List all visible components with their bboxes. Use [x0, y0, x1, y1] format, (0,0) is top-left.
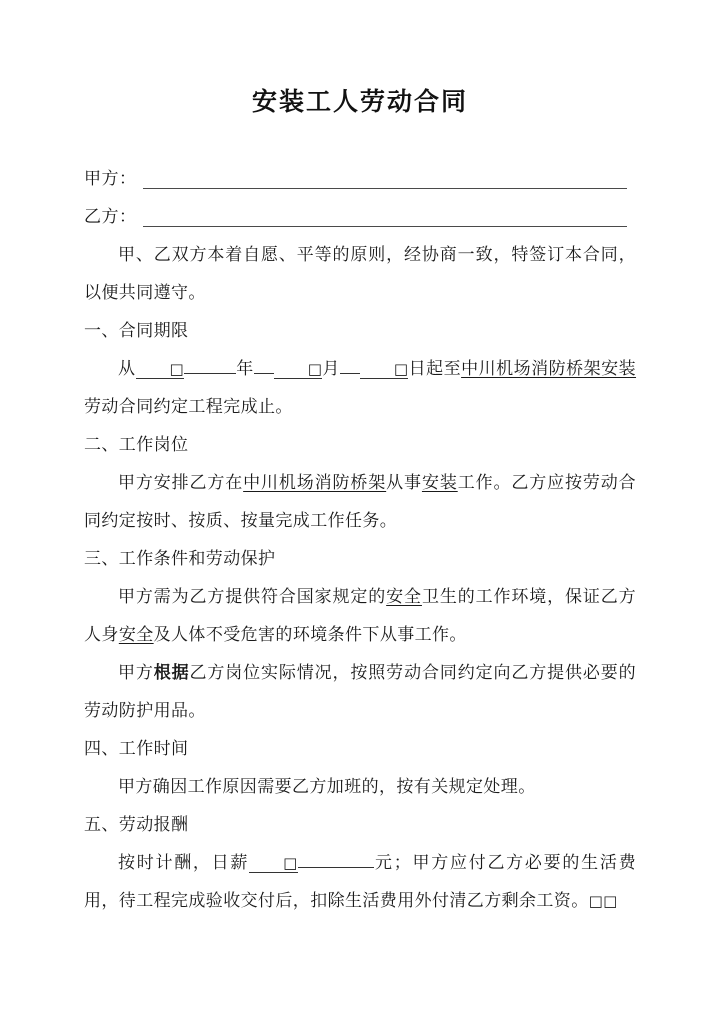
- protection-text-b: 乙方岗位实际情况，按照劳动合同约定向乙方提供必要的劳动防护用品。: [84, 663, 636, 721]
- wage-text-a: 按时计酬，日薪: [118, 853, 250, 873]
- party-block: [84, 160, 636, 236]
- document-body: [84, 0, 636, 920]
- wage-text-b: 元；甲方应付乙方必要的生活费用，待工程完成验收交付后，扣除生活费用外付清乙方剩余工资。: [84, 853, 636, 911]
- party-a-label: 甲方：: [84, 169, 137, 189]
- section-heading-4: 四、工作时间: [84, 739, 189, 759]
- position-text-a: 甲方安排乙方在: [118, 473, 244, 493]
- conditions-text-c: 及人体不受危害的环境条件下从事工作。: [153, 625, 467, 645]
- preamble-paragraph: 甲、乙双方本着自愿、平等的原则，经协商一致，特签订本合同，以便共同遵守。: [84, 245, 636, 303]
- safety-term-2: 安全: [118, 625, 154, 645]
- project-name-term: 中川机场消防桥架安装: [461, 359, 637, 379]
- month-blank[interactable]: [254, 373, 274, 374]
- section-3-paragraph-2: [84, 654, 636, 730]
- day-box-placeholder: □: [360, 361, 409, 379]
- page-title: 安装工人劳动合同: [251, 87, 468, 116]
- worksite-term: 中川机场消防桥架: [243, 473, 387, 493]
- protection-emphasis: 根据: [153, 663, 190, 683]
- year-blank[interactable]: [184, 373, 236, 374]
- section-1-paragraph: [84, 350, 636, 426]
- section-2-paragraph: [84, 464, 636, 540]
- section-heading-2: 二、工作岗位: [84, 435, 189, 455]
- section-heading-1: 一、合同期限: [84, 321, 189, 341]
- safety-term-1: 安全: [386, 587, 422, 607]
- term-prefix-text: 从: [118, 359, 136, 379]
- conditions-text-a: 甲方需为乙方提供符合国家规定的: [118, 587, 387, 607]
- term-suffix-text: 劳动合同约定工程完成止。: [84, 397, 293, 417]
- trailing-boxes-placeholder: □□: [588, 892, 618, 910]
- party-a-input-rule[interactable]: [143, 188, 627, 189]
- position-text-c: 工作。乙方应按劳动合同约定按时、按质、按量完成工作任务。: [84, 473, 636, 531]
- position-text-b: 从事: [386, 473, 422, 493]
- section-heading-5: 五、劳动报酬: [84, 815, 189, 835]
- month-label: 月: [322, 359, 340, 379]
- year-box-placeholder: □: [136, 361, 185, 379]
- section-heading-3: 三、工作条件和劳动保护: [84, 549, 276, 569]
- section-4-paragraph: 甲方确因工作原因需要乙方加班的，按有关规定处理。: [118, 777, 536, 797]
- party-b-label: 乙方：: [84, 207, 137, 227]
- day-label: 日起至: [408, 359, 462, 379]
- year-label: 年: [236, 359, 254, 379]
- section-5-paragraph: [84, 844, 636, 920]
- protection-text-a: 甲方: [118, 663, 154, 683]
- conditions-text-b: 卫生的工作环境，保证乙方人身: [84, 587, 636, 645]
- party-a-row: [84, 160, 636, 198]
- party-b-input-rule[interactable]: [143, 226, 627, 227]
- day-blank[interactable]: [340, 373, 360, 374]
- job-type-term: 安装: [421, 473, 458, 493]
- daily-wage-blank[interactable]: [298, 867, 374, 868]
- section-3-paragraph-1: [84, 578, 636, 654]
- wage-box-placeholder: □: [249, 855, 298, 873]
- month-box-placeholder: □: [274, 361, 323, 379]
- party-b-row: [84, 198, 636, 236]
